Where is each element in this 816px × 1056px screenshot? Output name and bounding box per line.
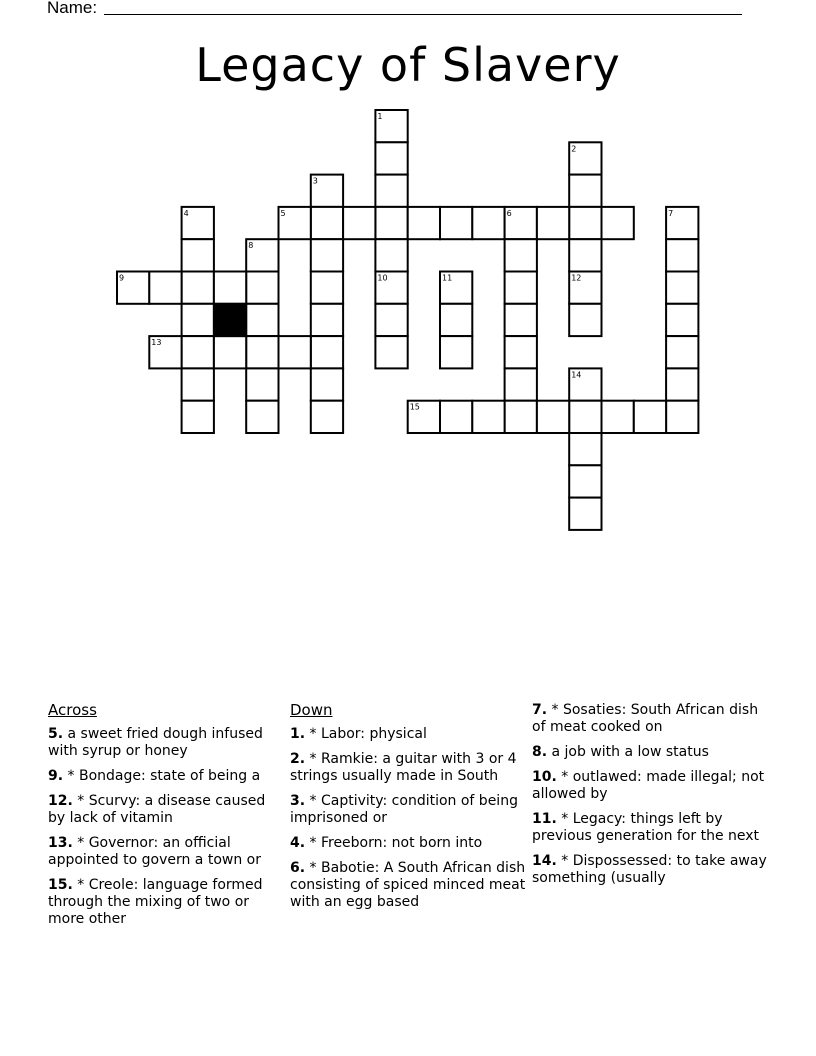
- grid-cell[interactable]: [472, 207, 504, 239]
- clue-across-15: [48, 877, 270, 928]
- cell-number: 10: [377, 273, 388, 283]
- grid-cell[interactable]: [375, 336, 407, 368]
- grid-cell[interactable]: [343, 207, 375, 239]
- grid-cell[interactable]: [569, 433, 601, 465]
- grid-cell[interactable]: [311, 401, 343, 433]
- clue-number: 12.: [48, 793, 73, 809]
- clue-number: 4.: [290, 835, 306, 851]
- grid-cell[interactable]: [569, 498, 601, 530]
- grid-cell[interactable]: [440, 304, 472, 336]
- grid-cell[interactable]: [375, 142, 407, 174]
- clue-text: * Governor: an official appointed to govern a town or: [48, 835, 261, 868]
- clue-text: * Freeborn: not born into: [305, 835, 483, 851]
- clue-down2-11: [532, 811, 772, 845]
- clue-number: 5.: [48, 726, 64, 742]
- grid-cell[interactable]: [311, 207, 343, 239]
- clue-down2-10: [532, 769, 772, 803]
- grid-cell[interactable]: [375, 175, 407, 207]
- clue-down2-14: [532, 853, 772, 887]
- grid-cell[interactable]: [569, 207, 601, 239]
- black-cell: [214, 304, 246, 336]
- clue-text: * Babotie: A South African dish consisting of spiced minced meat with an egg based: [290, 860, 526, 910]
- grid-cell[interactable]: [440, 207, 472, 239]
- clue-number: 15.: [48, 877, 73, 893]
- grid-cell[interactable]: [214, 336, 246, 368]
- grid-cell[interactable]: [666, 368, 698, 400]
- grid-cell[interactable]: [666, 336, 698, 368]
- clue-down-4: [290, 835, 526, 852]
- cell-number: 5: [280, 208, 286, 218]
- down-heading: Down: [290, 701, 333, 719]
- clue-across-13: [48, 835, 270, 869]
- grid-cell[interactable]: [602, 401, 634, 433]
- grid-cell[interactable]: [311, 239, 343, 271]
- grid-cell[interactable]: [569, 304, 601, 336]
- grid-cell[interactable]: [440, 336, 472, 368]
- grid-cell[interactable]: [634, 401, 666, 433]
- grid-cell[interactable]: [279, 336, 311, 368]
- grid-cell[interactable]: [246, 304, 278, 336]
- clue-down-2: [290, 751, 526, 785]
- grid-cell[interactable]: [537, 401, 569, 433]
- grid-cell[interactable]: [246, 336, 278, 368]
- grid-cell[interactable]: [182, 239, 214, 271]
- grid-cell[interactable]: [602, 207, 634, 239]
- clue-text: a sweet fried dough infused with syrup or honey: [48, 726, 263, 759]
- grid-cell[interactable]: [311, 304, 343, 336]
- clue-number: 14.: [532, 853, 557, 869]
- clue-number: 11.: [532, 811, 557, 827]
- cell-number: 4: [183, 208, 189, 218]
- grid-cell[interactable]: [182, 368, 214, 400]
- cell-number: 1: [377, 112, 383, 121]
- cell-number: 2: [571, 144, 577, 154]
- cell-number: 8: [248, 241, 254, 251]
- grid-cell[interactable]: [149, 272, 181, 304]
- grid-cell[interactable]: [505, 336, 537, 368]
- grid-cell[interactable]: [246, 272, 278, 304]
- down-column: [290, 702, 526, 919]
- grid-cell[interactable]: [505, 368, 537, 400]
- cell-number: 7: [668, 208, 674, 218]
- clue-text: * Captivity: condition of being imprisoned or: [290, 793, 518, 826]
- clue-number: 8.: [532, 744, 548, 760]
- clue-text: * Ramkie: a guitar with 3 or 4 strings usually made in South: [290, 751, 517, 784]
- grid-cell[interactable]: [666, 239, 698, 271]
- clue-down-3: [290, 793, 526, 827]
- clue-number: 3.: [290, 793, 306, 809]
- clue-down2-7: [532, 702, 772, 736]
- clue-down2-8: [532, 744, 772, 761]
- cell-number: 9: [119, 273, 125, 283]
- clue-text: * Scurvy: a disease caused by lack of vitamin: [48, 793, 266, 826]
- grid-cell[interactable]: [569, 239, 601, 271]
- clue-number: 9.: [48, 768, 64, 784]
- clue-number: 1.: [290, 726, 306, 742]
- grid-cell[interactable]: [182, 401, 214, 433]
- across-column: [48, 702, 270, 936]
- grid-cell[interactable]: [666, 304, 698, 336]
- cell-number: 12: [571, 273, 582, 283]
- down-column-continued: [532, 702, 772, 895]
- clue-text: * Legacy: things left by previous generation for the next: [532, 811, 760, 844]
- clue-text: * Labor: physical: [305, 726, 427, 742]
- grid-cell[interactable]: [666, 272, 698, 304]
- clue-text: * Dispossessed: to take away something (usually: [532, 853, 767, 886]
- clue-text: * Creole: language formed through the mixing of two or more other: [48, 877, 263, 927]
- clue-text: * Bondage: state of being a: [63, 768, 261, 784]
- clue-number: 7.: [532, 702, 548, 718]
- grid-cell[interactable]: [569, 401, 601, 433]
- grid-cell[interactable]: [569, 465, 601, 497]
- clue-number: 6.: [290, 860, 306, 876]
- grid-cell[interactable]: [311, 272, 343, 304]
- grid-cell[interactable]: [505, 304, 537, 336]
- clue-down-6: [290, 860, 526, 911]
- grid-cell[interactable]: [505, 401, 537, 433]
- grid-cell[interactable]: [505, 239, 537, 271]
- grid-cell[interactable]: [182, 272, 214, 304]
- cell-number: 14: [571, 370, 582, 380]
- cell-number: 6: [506, 208, 512, 218]
- cell-number: 3: [312, 176, 318, 186]
- grid-cell[interactable]: [246, 401, 278, 433]
- puzzle-title: Legacy of Slavery: [195, 38, 621, 92]
- grid-cell[interactable]: [666, 401, 698, 433]
- clue-down-1: [290, 726, 526, 743]
- grid-cell[interactable]: [311, 368, 343, 400]
- grid-cell[interactable]: [214, 272, 246, 304]
- grid-cell[interactable]: [375, 207, 407, 239]
- grid-cell[interactable]: [246, 368, 278, 400]
- grid-cell[interactable]: [375, 304, 407, 336]
- across-heading: Across: [48, 701, 97, 719]
- grid-cell[interactable]: [375, 239, 407, 271]
- clue-text: a job with a low status: [547, 744, 709, 760]
- grid-cell[interactable]: [440, 401, 472, 433]
- grid-cell[interactable]: [472, 401, 504, 433]
- clue-across-5: [48, 726, 270, 760]
- clue-number: 13.: [48, 835, 73, 851]
- cell-number: 15: [409, 402, 420, 412]
- grid-cell[interactable]: [537, 207, 569, 239]
- cell-number: 13: [151, 338, 162, 348]
- grid-cell[interactable]: [505, 272, 537, 304]
- clue-across-12: [48, 793, 270, 827]
- clue-text: * outlawed: made illegal; not allowed by: [532, 769, 765, 802]
- grid-cell[interactable]: [569, 175, 601, 207]
- clue-number: 2.: [290, 751, 306, 767]
- clue-across-9: [48, 768, 270, 785]
- grid-cell[interactable]: [311, 336, 343, 368]
- grid-cell[interactable]: [182, 336, 214, 368]
- clue-number: 10.: [532, 769, 557, 785]
- grid-cell[interactable]: [182, 304, 214, 336]
- clue-text: * Sosaties: South African dish of meat cooked on: [532, 702, 759, 735]
- name-label: Name:: [47, 0, 98, 17]
- grid-cell[interactable]: [408, 207, 440, 239]
- cell-number: 11: [442, 273, 453, 283]
